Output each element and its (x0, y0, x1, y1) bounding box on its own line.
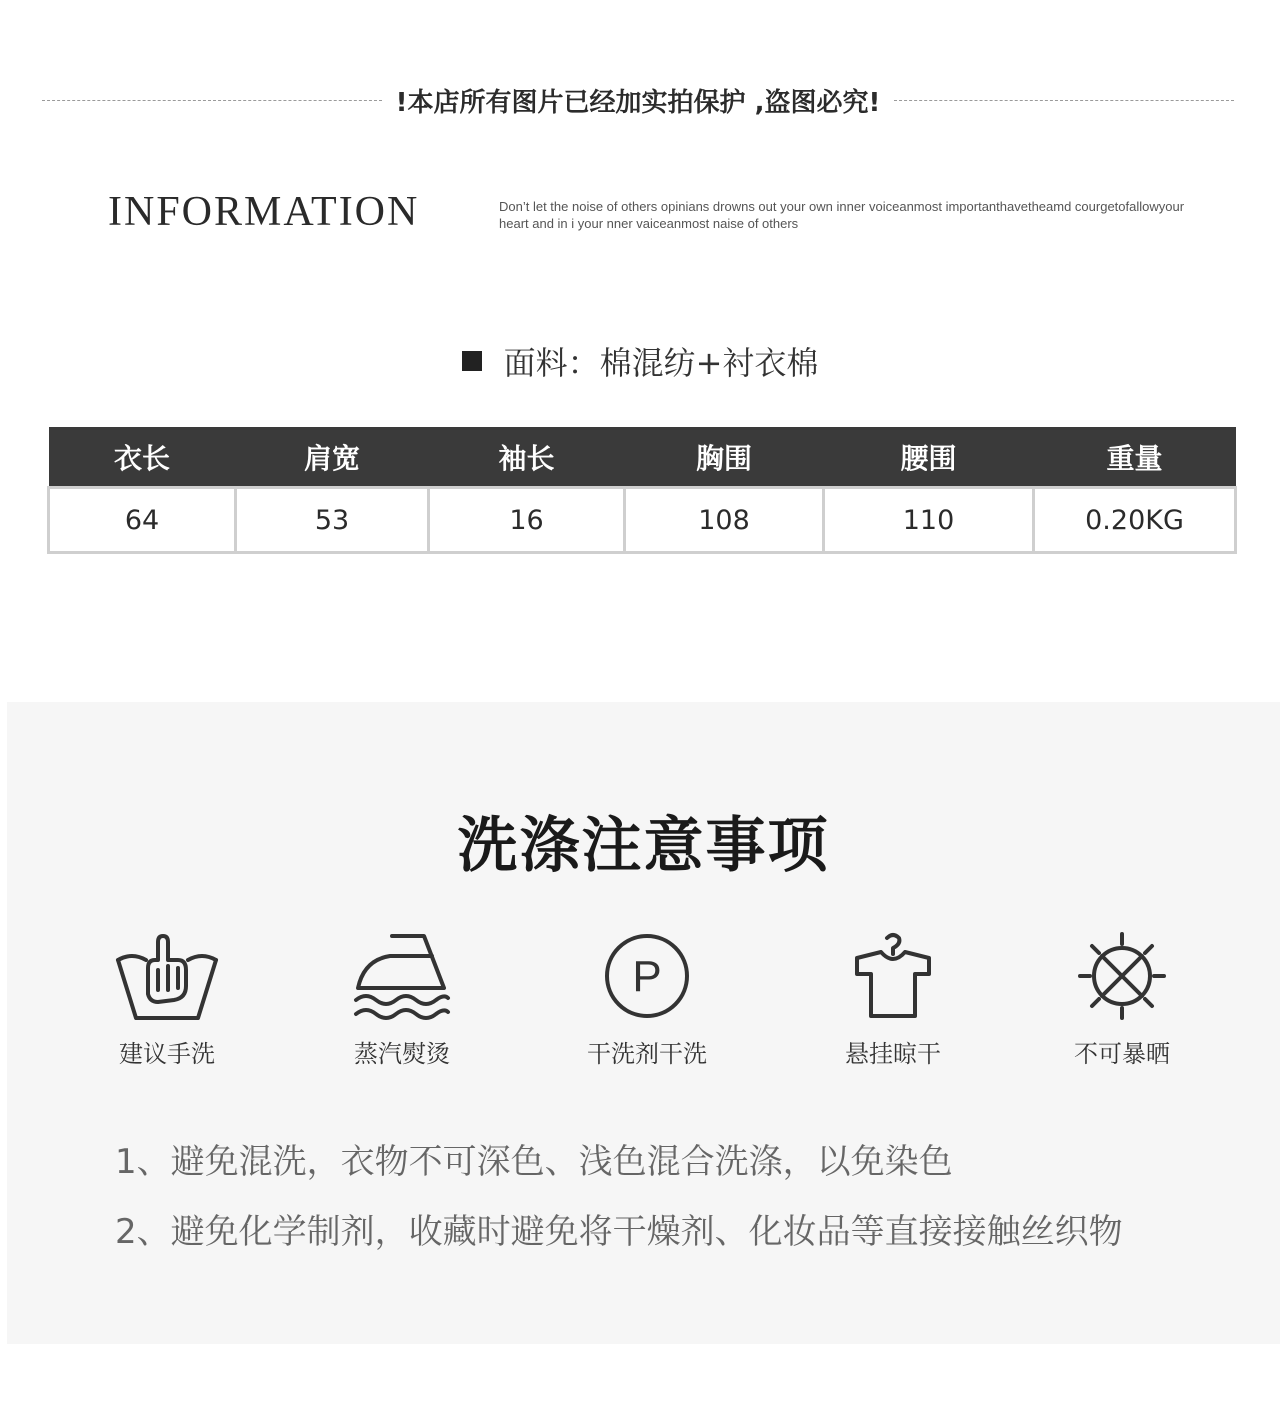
hang-dry-icon (851, 930, 935, 1022)
table-row (49, 488, 1236, 553)
care-label: 蒸汽熨烫 (354, 1040, 450, 1068)
care-section (7, 702, 1280, 1344)
copyright-notice (42, 80, 1234, 120)
size-table-header-row (49, 427, 1236, 488)
fabric-label: 面料：棉混纺+衬衣棉 (503, 344, 819, 382)
care-item-hang-dry (793, 930, 993, 1069)
notice-divider-right (894, 100, 1234, 101)
care-item-hand-wash (67, 930, 267, 1069)
size-table (47, 427, 1237, 554)
value-cell: 64 (49, 488, 236, 553)
notice-divider-left (42, 100, 382, 101)
care-item-no-sun (1022, 930, 1222, 1069)
care-item-dry-clean (547, 930, 747, 1069)
steam-iron-icon (350, 930, 454, 1022)
header-cell: 肩宽 (236, 427, 429, 488)
care-item-steam-iron (302, 930, 502, 1069)
square-bullet-icon (462, 351, 482, 371)
header-cell: 胸围 (625, 427, 824, 488)
value-cell: 0.20KG (1034, 488, 1236, 553)
dry-clean-p-icon (601, 930, 693, 1022)
care-rule-1: 1、避免混洗，衣物不可深色、浅色混合洗涤，以免染色 (115, 1142, 953, 1182)
care-rule-2: 2、避免化学制剂，收藏时避免将干燥剂、化妆品等直接接触丝织物 (115, 1212, 1123, 1252)
notice-text: !本店所有图片已经加实拍保护 ,盗图必究! (395, 87, 881, 118)
no-sun-dry-icon (1076, 930, 1168, 1022)
header-cell: 袖长 (429, 427, 625, 488)
value-cell: 110 (824, 488, 1034, 553)
care-label: 干洗剂干洗 (587, 1040, 707, 1068)
header-cell: 腰围 (824, 427, 1034, 488)
fabric-line (0, 338, 1280, 384)
info-subtitle: Don’t let the noise of others opinians drowns out your own inner voiceanmost importanthavetheamd courgetofallowyour heart and in i your nner vaiceanmost naise of others (499, 199, 1185, 231)
care-label: 不可暴晒 (1074, 1040, 1170, 1068)
svg-text:P: P (632, 952, 662, 1001)
value-cell: 53 (236, 488, 429, 553)
header-cell: 重量 (1034, 427, 1236, 488)
value-cell: 16 (429, 488, 625, 553)
care-label: 建议手洗 (119, 1040, 215, 1068)
info-title: INFORMATION (108, 189, 420, 235)
hand-wash-icon (112, 930, 222, 1022)
care-label: 悬挂晾干 (845, 1040, 941, 1068)
care-title: 洗涤注意事项 (457, 811, 830, 881)
value-cell: 108 (625, 488, 824, 553)
header-cell: 衣长 (49, 427, 236, 488)
